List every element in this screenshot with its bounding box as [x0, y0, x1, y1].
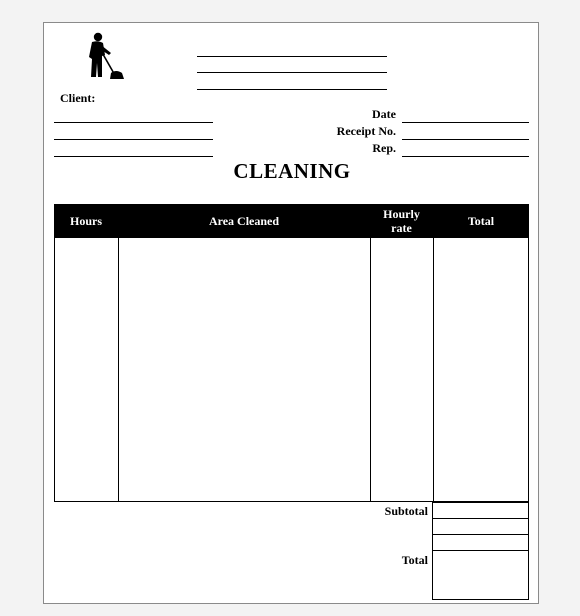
date-field[interactable] [402, 122, 529, 123]
client-line-1[interactable] [54, 122, 213, 123]
subtotal-box-1[interactable] [432, 502, 529, 519]
subtotal-box-2[interactable] [432, 518, 529, 535]
col-hourly-rate: Hourly rate [383, 207, 420, 235]
total-box[interactable] [432, 550, 529, 600]
receipt-no-field[interactable] [402, 139, 529, 140]
date-label: Date [372, 107, 396, 121]
janitor-sweeping-icon [78, 31, 134, 81]
page-title: CLEANING [233, 159, 351, 183]
table-header [54, 204, 529, 238]
header-line-2 [197, 72, 387, 73]
client-line-3[interactable] [54, 156, 213, 157]
total-label: Total [401, 553, 428, 567]
header-line-3 [197, 89, 387, 90]
col-divider-2 [370, 238, 371, 501]
subtotal-box-3[interactable] [432, 534, 529, 551]
header-line-1 [197, 56, 387, 57]
col-divider-3 [433, 238, 434, 501]
receipt-no-label: Receipt No. [336, 124, 396, 138]
rep-label: Rep. [372, 141, 396, 155]
receipt-page [43, 22, 539, 604]
client-line-2[interactable] [54, 139, 213, 140]
client-label: Client: [60, 91, 96, 105]
table-body[interactable] [54, 238, 529, 502]
col-hours: Hours [69, 214, 102, 228]
col-divider-1 [118, 238, 119, 501]
subtotal-label: Subtotal [384, 504, 428, 518]
col-area-cleaned: Area Cleaned [208, 214, 280, 228]
rep-field[interactable] [402, 156, 529, 157]
col-total: Total [467, 214, 495, 228]
